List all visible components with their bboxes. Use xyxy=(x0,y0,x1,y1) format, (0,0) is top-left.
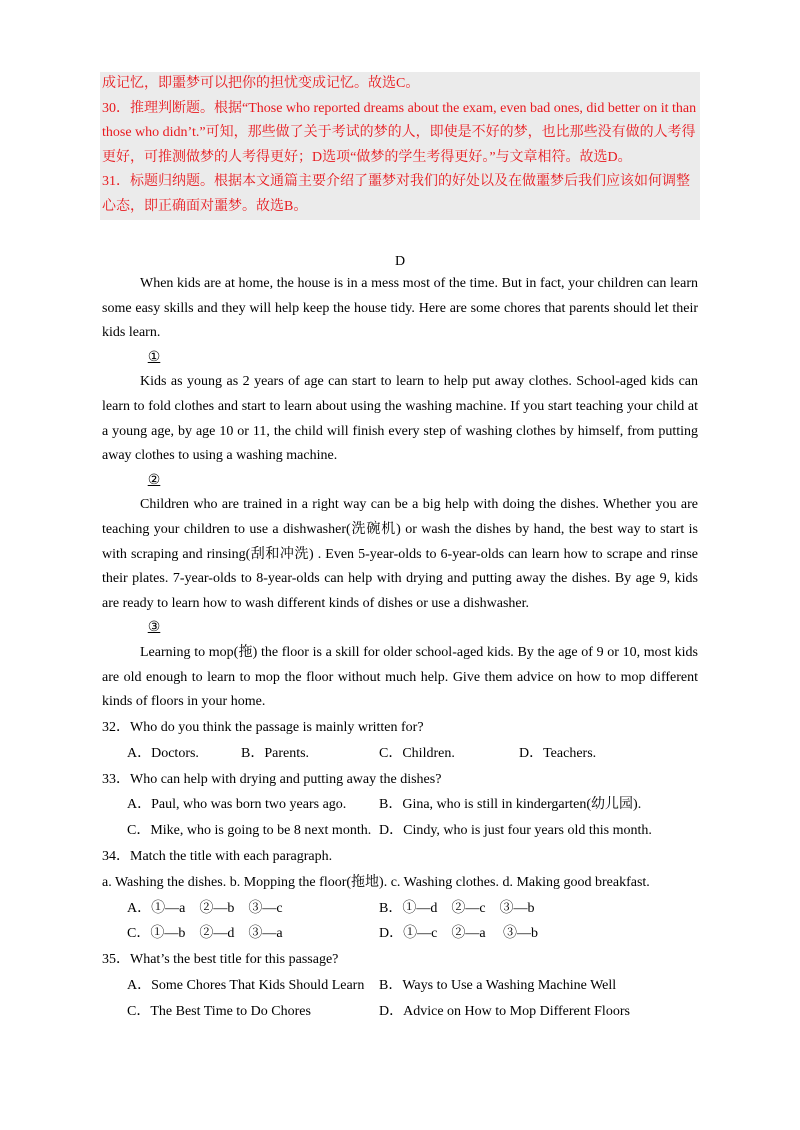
question-list xyxy=(102,715,698,1025)
answer-q29-end: 成记忆，即噩梦可以把你的担忧变成记忆。故选C。 xyxy=(102,76,420,91)
option-c[interactable]: C．Children. xyxy=(379,745,455,761)
answer-q30: 30．推理判断题。根据“Those who reported dreams about the exam, even bad ones, did better on it than those who didn’t.”可知，那些做了关于考试的梦的人，即使是不好的梦，也比那些没有做的人考得更好，可推测做梦的人考得更好；D选项“做梦的学生考得更好。”与文章相符。故选D。 xyxy=(102,100,697,165)
question-34-options-row-1 xyxy=(102,896,698,922)
question-35-stem: 35．What’s the best title for this passage? xyxy=(102,952,339,968)
blank-marker: ② xyxy=(147,472,161,488)
option-a[interactable]: A．Doctors. xyxy=(127,745,199,761)
reading-passage xyxy=(102,272,698,715)
option-c[interactable]: C．The Best Time to Do Chores xyxy=(127,1003,311,1019)
passage-paragraph-2: Children who are trained in a right way can be a big help with doing the dishes. Whether you are teaching your children to use a dishwasher(洗碗机) or wash the dishes by hand, the best way to start is with scraping and rinsing(刮和冲洗) . Even 5-year-olds to 6-year-olds can learn how to scrape and rinse their plates. 7-year-olds to 8-year-olds can help with drying and putting away the dishes. By age 9, kids are ready to learn how to wash different kinds of dishes or use a dishwasher. xyxy=(102,497,698,611)
question-33-stem: 33．Who can help with drying and putting away the dishes? xyxy=(102,771,442,787)
blank-marker: ① xyxy=(147,349,161,365)
option-d[interactable]: D．Teachers. xyxy=(519,745,597,761)
question-32-stem: 32．Who do you think the passage is mainly written for? xyxy=(102,720,424,735)
option-c[interactable]: C．Mike, who is going to be 8 next month. xyxy=(127,823,372,839)
question-32-options xyxy=(102,741,698,767)
option-d[interactable]: D．①—c ②—a ③—b xyxy=(379,926,539,942)
section-heading: D xyxy=(394,254,406,269)
option-c[interactable]: C．①—b ②—d ③—a xyxy=(127,926,283,942)
question-33-options-row-1 xyxy=(102,792,698,818)
option-b[interactable]: B．Gina, who is still in kindergarten(幼儿园). xyxy=(379,797,642,813)
question-34-options-row-2 xyxy=(102,921,698,947)
blank-marker: ③ xyxy=(147,620,161,636)
option-a[interactable]: A．①—a ②—b ③—c xyxy=(127,900,283,916)
passage-paragraph-1: Kids as young as 2 years of age can start to learn to help put away clothes. School-aged kids can learn to fold clothes and start to learn about using the washing machine. If you start teaching your child at a young age, by age 10 or 11, the child will finish every step of washing clothes by himself, from putting away clothes to using a washing machine. xyxy=(102,374,698,464)
answer-q31: 31．标题归纳题。根据本文通篇主要介绍了噩梦对我们的好处以及在做噩梦后我们应该如何调整心态，即正确面对噩梦。故选B。 xyxy=(102,174,690,214)
question-35-options-row-2 xyxy=(102,999,698,1025)
paragraph-blank-2 xyxy=(102,469,698,494)
option-b[interactable]: B．Ways to Use a Washing Machine Well xyxy=(379,977,617,993)
answer-explanations xyxy=(100,72,700,220)
question-35-options-row-1 xyxy=(102,973,698,999)
paragraph-blank-1 xyxy=(102,346,698,371)
option-a[interactable]: A．Some Chores That Kids Should Learn xyxy=(127,977,365,993)
question-34-titles: a. Washing the dishes. b. Mopping the floor(拖地). c. Washing clothes. d. Making good breakfast. xyxy=(102,874,650,890)
option-b[interactable]: B．①—d ②—c ③—b xyxy=(379,900,535,916)
paragraph-blank-3 xyxy=(102,616,698,641)
option-a[interactable]: A．Paul, who was born two years ago. xyxy=(127,797,347,813)
option-d[interactable]: D．Advice on How to Mop Different Floors xyxy=(379,1003,630,1019)
option-b[interactable]: B．Parents. xyxy=(241,745,310,761)
option-d[interactable]: D．Cindy, who is just four years old this month. xyxy=(379,823,652,839)
question-34-stem: 34．Match the title with each paragraph. xyxy=(102,848,333,864)
passage-intro: When kids are at home, the house is in a mess most of the time. But in fact, your children can learn some easy skills and they will help keep the house tidy. Here are some chores that parents should let their kids learn. xyxy=(102,276,698,341)
passage-paragraph-3: Learning to mop(拖) the floor is a skill for older school-aged kids. By the age of 9 or 10, most kids are old enough to learn to mop the floor without much help. Give them advice on how to mop different kinds of floors in your home. xyxy=(102,644,698,710)
question-33-options-row-2 xyxy=(102,818,698,844)
